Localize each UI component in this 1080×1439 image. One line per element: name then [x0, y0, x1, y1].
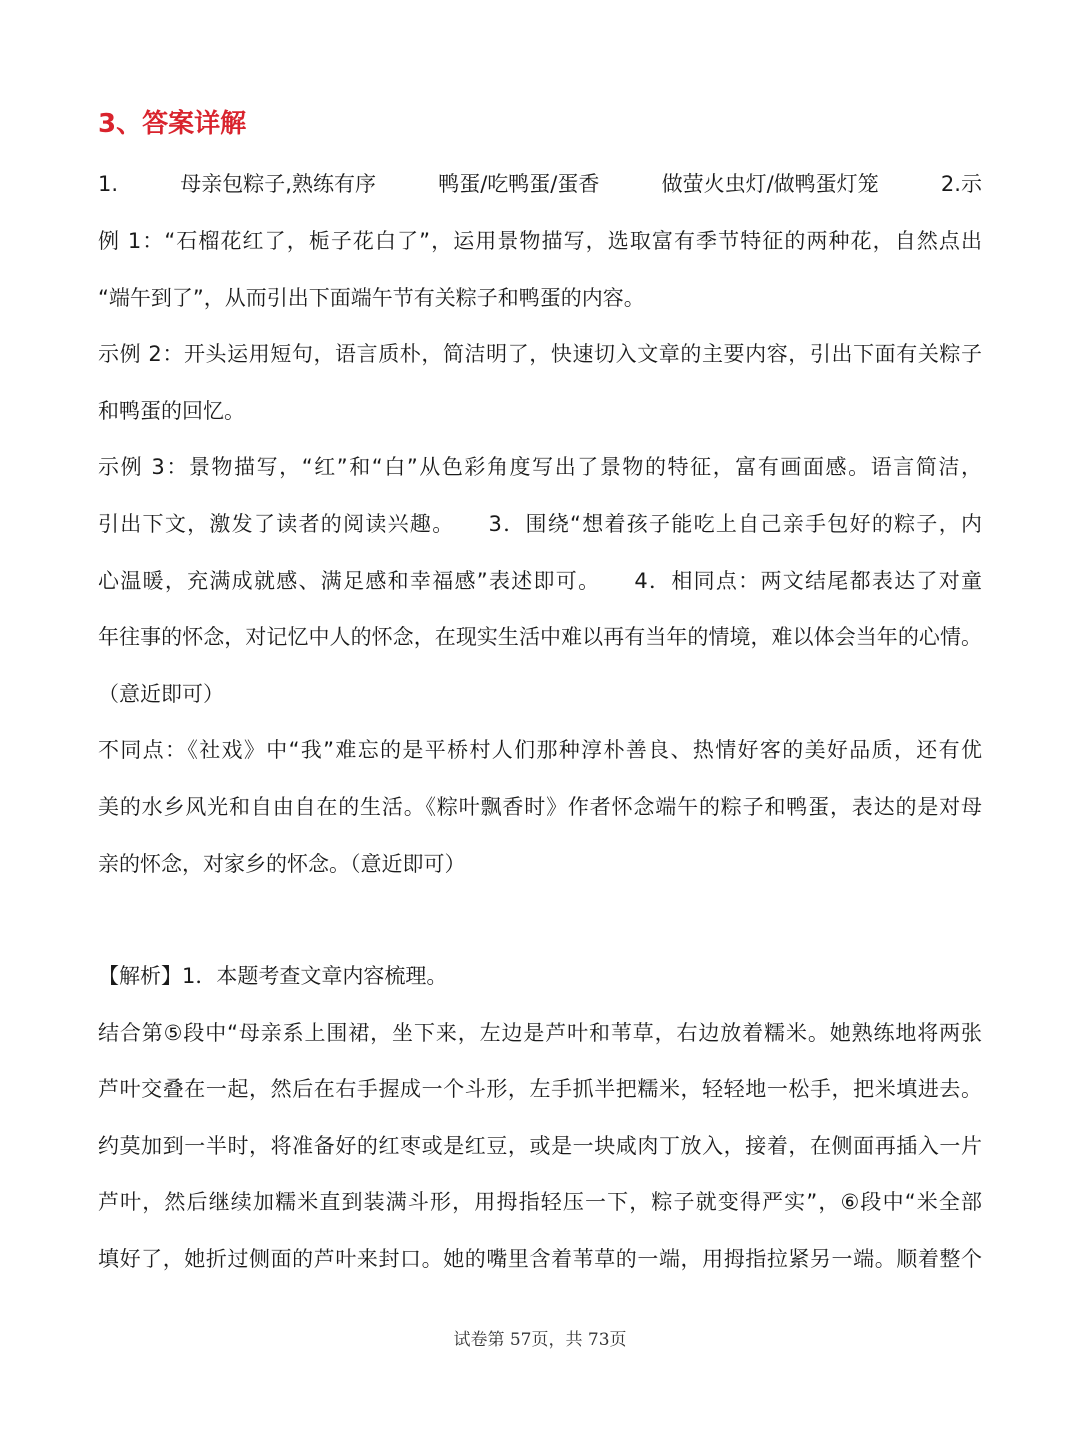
answer-line: 亲的怀念，对家乡的怀念。（意近即可）: [98, 851, 466, 876]
answer-line: “端午到了”，从而引出下面端午节有关粽子和鸭蛋的内容。: [98, 285, 645, 310]
analysis-line: 芦叶交叠在一起，然后在右手握成一个斗形，左手抓半把糯米，轻轻地一松手，把米填进去。: [98, 1077, 982, 1102]
analysis-line: 【解析】1．本题考查文章内容梳理。: [98, 964, 448, 988]
analysis-line: 约莫加到一半时，将准备好的红枣或是红豆，或是一块咸肉丁放入，接着，在侧面再插入一片: [98, 1133, 982, 1158]
answer-1-part-c: 做萤火虫灯/做鸭蛋灯笼: [661, 172, 879, 196]
answer-line: 美的水乡风光和自由自在的生活。《粽叶飘香时》作者怀念端午的粽子和鸭蛋，表达的是对母: [98, 795, 982, 819]
answer-1-part-a: 母亲包粽子,熟练有序: [180, 172, 376, 196]
page-footer: 试卷第 57页，共 73页: [453, 1330, 627, 1350]
answer-1-part-b: 鸭蛋/吃鸭蛋/蛋香: [438, 172, 600, 196]
answer-2-start: 2.示: [940, 172, 982, 196]
answer-line: 示例 3：景物描写，“红”和“白”从色彩角度写出了景物的特征，富有画面感。语言简洁，: [98, 455, 982, 480]
answer-line: 例 1：“石榴花红了，栀子花白了”，运用景物描写，选取富有季节特征的两种花，自然点出: [98, 229, 982, 253]
answer-line: 和鸭蛋的回忆。: [98, 398, 245, 423]
analysis-line: 芦叶，然后继续加糯米直到装满斗形，用拇指轻压一下，粽子就变得严实”，⑥段中“米全部: [98, 1190, 982, 1215]
answer-line: 不同点：《社戏》中“我”难忘的是平桥村人们那种淳朴善良、热情好客的美好品质，还有优: [98, 738, 982, 763]
answer-line: （意近即可）: [98, 681, 224, 706]
answer-1-number: 1.: [98, 172, 119, 196]
answer-line-1: [98, 169, 982, 199]
answer-line: 引出下文，激发了读者的阅读兴趣。 3．围绕“想着孩子能吃上自己亲手包好的粽子，内: [98, 512, 982, 536]
section-heading: 3、答案详解: [98, 109, 247, 139]
analysis-line: 填好了，她折过侧面的芦叶来封口。她的嘴里含着苇草的一端，用拇指拉紧另一端。顺着整个: [98, 1247, 982, 1271]
answer-line: 年往事的怀念，对记忆中人的怀念，在现实生活中难以再有当年的情境，难以体会当年的心情。: [98, 625, 982, 650]
answer-line: 心温暖，充满成就感、满足感和幸福感”表述即可。 4．相同点：两文结尾都表达了对童: [98, 568, 982, 593]
analysis-line: 结合第⑤段中“母亲系上围裙，坐下来，左边是芦叶和苇草，右边放着糯米。她熟练地将两张: [98, 1020, 982, 1045]
answer-line: 示例 2：开头运用短句，语言质朴，简洁明了，快速切入文章的主要内容，引出下面有关粽子: [98, 342, 982, 367]
